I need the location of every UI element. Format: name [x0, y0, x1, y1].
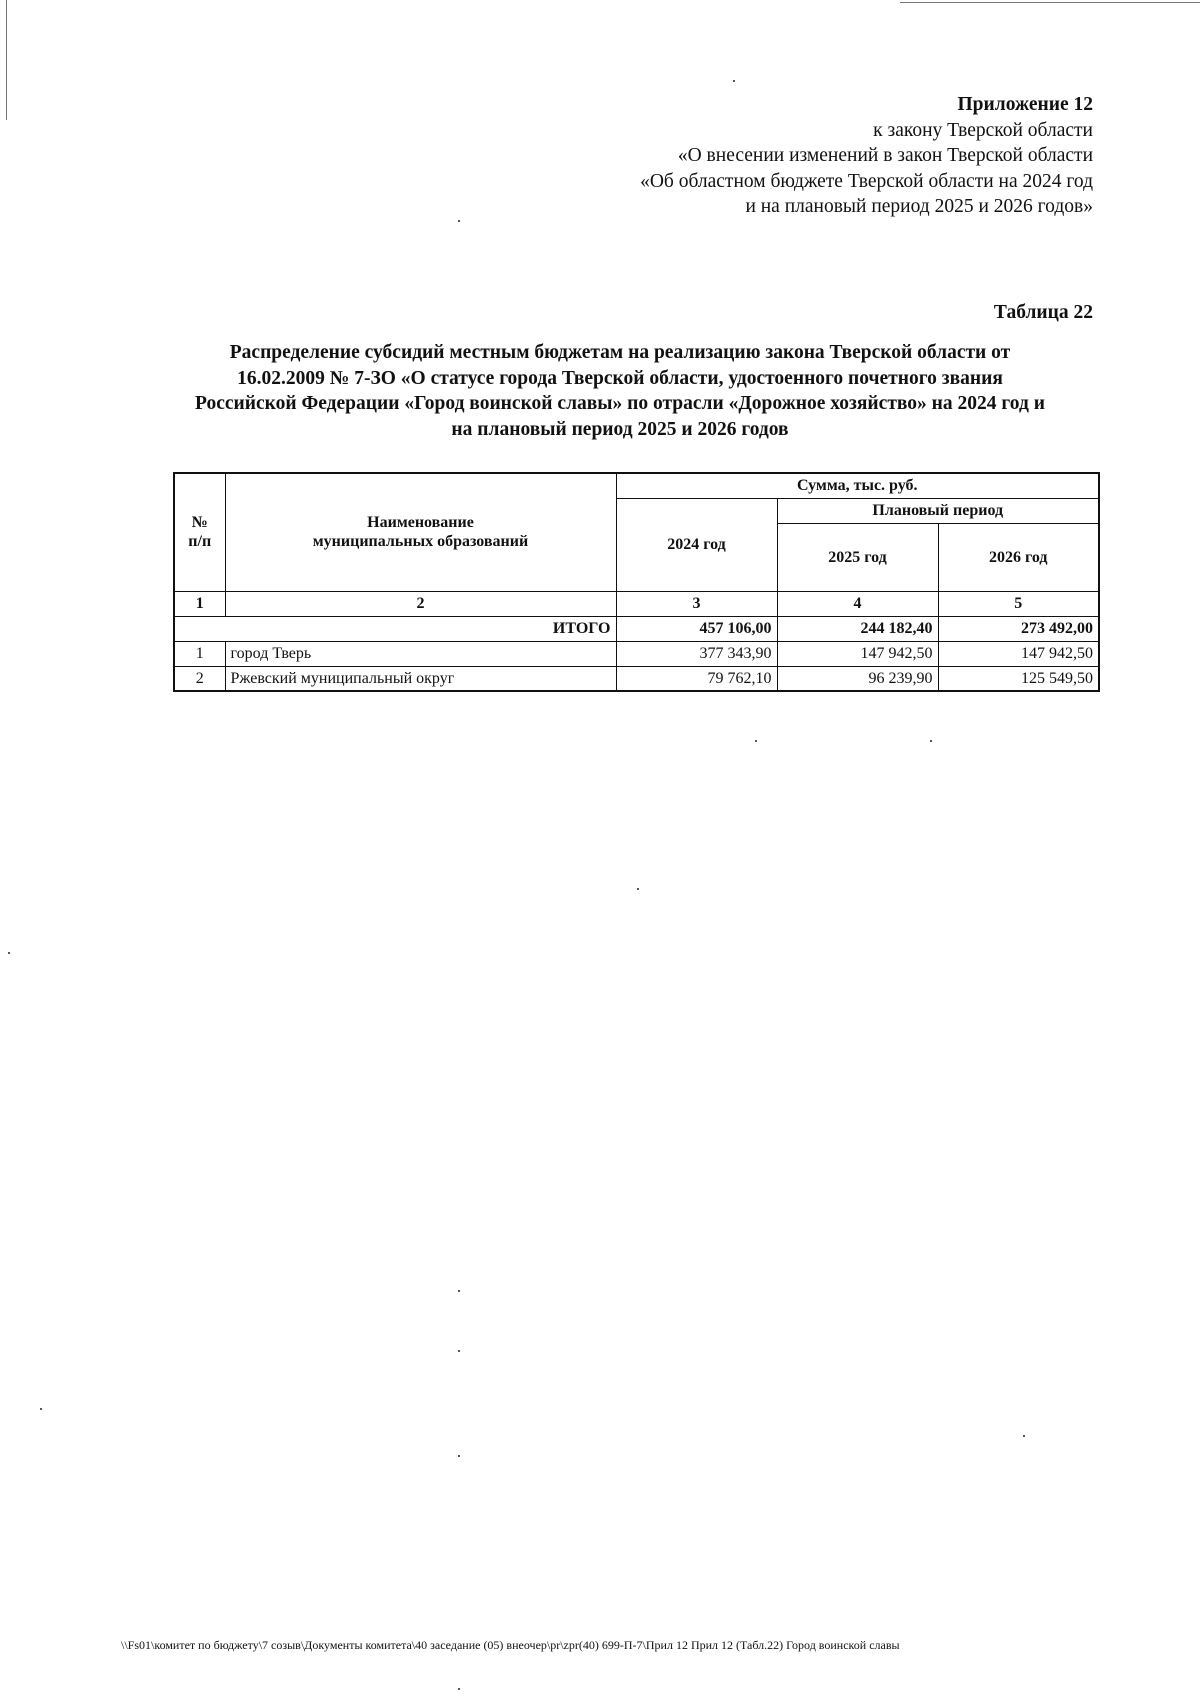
year-2025-header: 2025 год [777, 523, 938, 591]
value-2025: 96 239,90 [777, 666, 938, 691]
num-header [174, 473, 225, 591]
year-2026-header: 2026 год [938, 523, 1099, 591]
scan-speck [458, 1455, 460, 1457]
scan-speck [8, 952, 10, 954]
file-path-footer: \\Fs01\комитет по бюджету\7 созыв\Документы комитета\40 заседание (05) внеочер\pr\zpr(40) 699-П-7\Прил 12 Прил 12 (Табл.22) Город воинской славы [121, 1638, 900, 1652]
value-2026: 125 549,50 [938, 666, 1099, 691]
name-header-line-1: Наименование [367, 514, 474, 532]
appendix-header [640, 92, 1093, 220]
appendix-heading: Приложение 12 [957, 94, 1093, 115]
value-2024: 79 762,10 [616, 666, 777, 691]
total-row [174, 616, 1099, 641]
column-number: 2 [225, 591, 616, 616]
name-header-line-2: муниципальных образований [312, 533, 529, 551]
table-number: Таблица 22 [993, 302, 1093, 323]
num-header-line-1: № [191, 514, 208, 532]
scan-mark-top-right [900, 2, 1200, 3]
title-line-1: Распределение субсидий местным бюджетам на реализацию закона Тверской области от [229, 342, 1011, 363]
total-label: ИТОГО [174, 616, 616, 641]
scan-speck [40, 1408, 42, 1410]
column-number: 1 [174, 591, 225, 616]
column-number: 3 [616, 591, 777, 616]
header-row-1 [174, 473, 1099, 498]
title-line-2: 16.02.2009 № 7-ЗО «О статусе города Тверской области, удостоенного почетного звания [237, 367, 1003, 389]
name-header [225, 473, 616, 591]
subsidy-table [173, 472, 1100, 692]
scan-mark-left-edge [6, 0, 7, 120]
appendix-line-1: к закону Тверской области [873, 119, 1093, 141]
scan-speck [733, 80, 735, 82]
title-line-3: Российской Федерации «Город воинской славы» по отрасли «Дорожное хозяйство» на 2024 год и [195, 393, 1045, 414]
value-2024: 377 343,90 [616, 641, 777, 666]
scan-speck [755, 740, 757, 742]
appendix-line-2: «О внесении изменений в закон Тверской области [677, 145, 1093, 166]
document-title [165, 340, 1075, 442]
total-2024: 457 106,00 [616, 616, 777, 641]
scan-speck [458, 1350, 460, 1352]
scan-speck [458, 1290, 460, 1292]
sum-header: Сумма, тыс. руб. [616, 473, 1099, 498]
municipality-name: Ржевский муниципальный округ [225, 666, 616, 691]
num-header-line-2: п/п [188, 533, 212, 551]
appendix-line-3: «Об областном бюджете Тверской области на 2024 год [640, 170, 1093, 192]
table-row [174, 666, 1099, 691]
scan-speck [458, 220, 460, 222]
column-number: 4 [777, 591, 938, 616]
scan-speck [1023, 1435, 1025, 1437]
table-row [174, 641, 1099, 666]
scan-speck [458, 1688, 460, 1690]
plan-period-header: Плановый период [777, 498, 1099, 523]
row-number: 2 [174, 666, 225, 691]
column-number-row [174, 591, 1099, 616]
column-number: 5 [938, 591, 1099, 616]
municipality-name: город Тверь [225, 641, 616, 666]
total-2026: 273 492,00 [938, 616, 1099, 641]
total-2025: 244 182,40 [777, 616, 938, 641]
scan-speck [930, 740, 932, 742]
value-2026: 147 942,50 [938, 641, 1099, 666]
scan-speck [637, 888, 639, 890]
value-2025: 147 942,50 [777, 641, 938, 666]
appendix-line-4: и на плановый период 2025 и 2026 годов» [745, 196, 1093, 217]
title-line-4: на плановый период 2025 и 2026 годов [451, 418, 789, 440]
row-number: 1 [174, 641, 225, 666]
year-2024-header: 2024 год [616, 498, 777, 591]
